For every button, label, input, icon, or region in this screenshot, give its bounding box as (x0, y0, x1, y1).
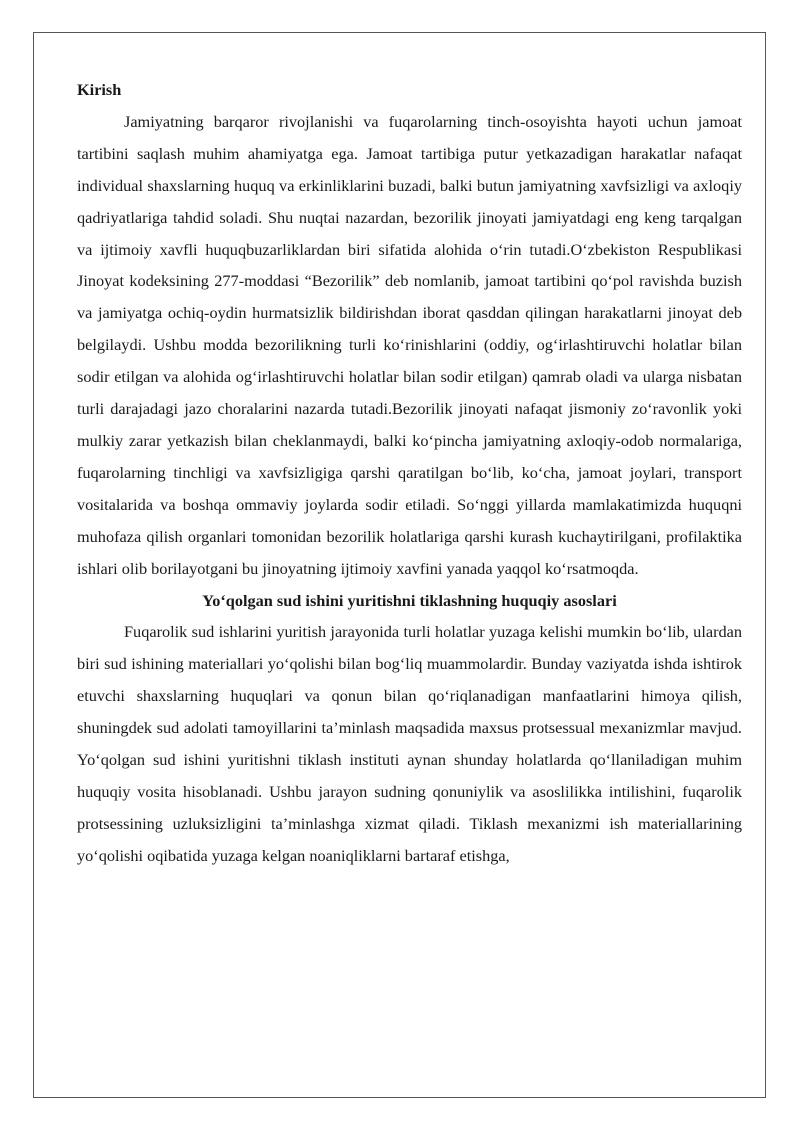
document-body (77, 74, 742, 872)
intro-heading: Kirish (77, 80, 122, 99)
intro-paragraph: Jamiyatning barqaror rivojlanishi va fuqarolarning tinch-osoyishta hayoti uchun jamoat tartibini saqlash muhim ahamiyatga ega. Jamoat tartibiga putur yetkazadigan harakatlar nafaqat individual shaxslarning huquq va erkinliklarini buzadi, balki butun jamiyatning xavfsizligi va axloqiy qadriyatlariga tahdid soladi. Shu nuqtai nazardan, bezorilik jinoyati jamiyatdagi eng keng tarqalgan va ijtimoiy xavfli huquqbuzarliklardan biri sifatida alohida o‘rin tutadi.O‘zbekiston Respublikasi Jinoyat kodeksining 277-moddasi “Bezorilik” deb nomlanib, jamoat tartibini qo‘pol ravishda buzish va jamiyatga ochiq-oydin hurmatsizlik bildirishdan iborat qasddan qilingan harakatlarni jinoyat deb belgilaydi. Ushbu modda bezorilikning turli ko‘rinishlarini (oddiy, og‘irlashtiruvchi holatlar bilan sodir etilgan va alohida og‘irlashtiruvchi holatlar bilan sodir etilgan) qamrab oladi va ularga nisbatan turli darajadagi jazo choralarini nazarda tutadi.Bezorilik jinoyati nafaqat jismoniy zo‘ravonlik yoki mulkiy zarar yetkazish bilan cheklanmaydi, balki ko‘pincha jamiyatning axloqiy-odob normalariga, fuqarolarning tinchligi va xavfsizligiga qarshi qaratilgan bo‘lib, ko‘cha, jamoat joylari, transport vositalarida va boshqa ommaviy joylarda sodir etiladi. So‘nggi yillarda mamlakatimizda huquqni muhofaza qilish organlari tomonidan bezorilik holatlariga qarshi kurash kuchaytirilgani, profilaktika ishlari olib borilayotgani bu jinoyatning ijtimoiy xavfini yanada yaqqol ko‘rsatmoqda. (77, 111, 742, 578)
section-paragraph: Fuqarolik sud ishlarini yuritish jarayonida turli holatlar yuzaga kelishi mumkin bo‘lib, ulardan biri sud ishining materiallari yo‘qolishi bilan bog‘liq muammolardir. Bunday vaziyatda ishda ishtirok etuvchi shaxslarning huquqlari va qonun bilan qo‘riqlanadigan manfaatlarini himoya qilish, shuningdek sud adolati tamoyillarini ta’minlash maqsadida maxsus protsessual mexanizmlar mavjud. Yo‘qolgan sud ishini yuritishni tiklash instituti aynan shunday holatlarda qo‘llaniladigan muhim huquqiy vosita hisoblanadi. Ushbu jarayon sudning qonuniylik va asoslilikka intilishini, fuqarolik protsessining uzluksizligini ta’minlashga xizmat qiladi. Tiklash mexanizmi ish materiallarining yo‘qolishi oqibatida yuzaga kelgan noaniqliklarni bartaraf etishga, (77, 622, 742, 865)
section-heading: Yo‘qolgan sud ishini yuritishni tiklashning huquqiy asoslari (202, 590, 617, 610)
